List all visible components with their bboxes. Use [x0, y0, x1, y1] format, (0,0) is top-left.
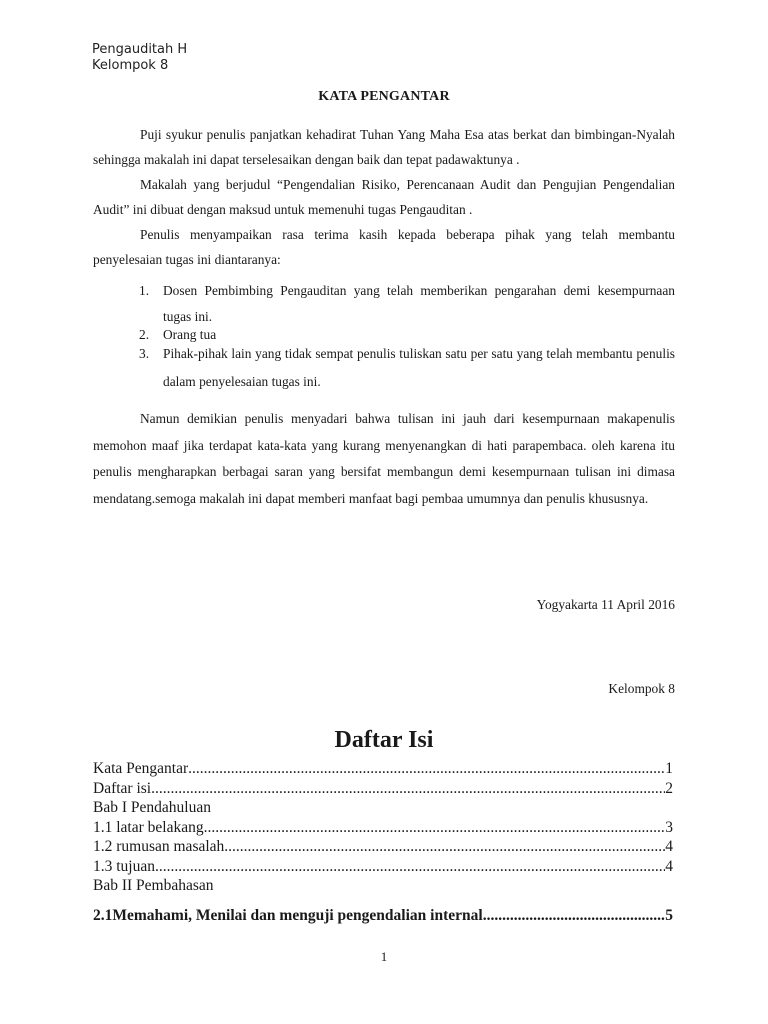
toc-leader	[155, 858, 665, 876]
page-title: KATA PENGANTAR	[318, 89, 450, 104]
list-item	[93, 278, 675, 330]
toc-label: 1.1 latar belakang	[93, 818, 204, 836]
place-date: Yogyakarta 11 April 2016	[536, 597, 675, 612]
toc-label: Kata Pengantar	[93, 760, 189, 777]
signature-group: Kelompok 8	[608, 681, 675, 696]
list-item	[93, 340, 675, 396]
toc-label: Bab II Pembahasan	[93, 877, 214, 894]
toc-page: 1	[665, 760, 673, 777]
toc-entry	[93, 877, 673, 897]
toc-label: Bab I Pendahuluan	[93, 799, 211, 816]
toc-entry	[93, 907, 673, 927]
toc-entry	[93, 780, 673, 800]
toc-entry	[93, 838, 673, 858]
foreword-body	[93, 122, 675, 512]
toc-leader	[483, 907, 666, 925]
toc-page: 3	[665, 818, 673, 836]
list-number: 2.	[139, 327, 150, 342]
list-text: Pihak-pihak lain yang tidak sempat penulis tuliskan satu per satu yang telah membantu penulis dalam penyelesaian tugas ini.	[163, 346, 675, 389]
paragraph-2: Makalah yang berjudul “Pengendalian Risiko, Perencanaan Audit dan Pengujian Pengendalian Audit” ini dibuat dengan maksud untuk memenuhi tugas Pengauditan .	[93, 177, 675, 217]
thanks-list	[93, 278, 675, 396]
toc-leader	[151, 780, 665, 798]
toc-leader	[204, 819, 666, 837]
paragraph-4: Namun demikian penulis menyadari bahwa tulisan ini jauh dari kesempurnaan makapenulis memohon maaf jika terdapat kata-kata yang kurang menyenangkan di hati parapembaca. oleh karena itu penulis mengharapkan berbagai saran yang bersifat membangun demi kesempurnaan tulisan ini dimasa mendatang.semoga makalah ini dapat memberi manfaat bagi pembaa umumnya dan penulis khususnya.	[93, 411, 675, 506]
toc-entry	[93, 760, 673, 780]
toc-label: 1.2 rumusan masalah	[93, 838, 225, 855]
toc-page: 5	[665, 906, 673, 924]
toc-leader	[224, 838, 665, 856]
document-header	[92, 42, 187, 74]
toc-leader	[188, 760, 665, 778]
toc-title: Daftar Isi	[334, 727, 434, 753]
page-number: 1	[380, 949, 388, 964]
list-number: 1.	[139, 283, 150, 298]
paragraph-1: Puji syukur penulis panjatkan kehadirat Tuhan Yang Maha Esa atas berkat dan bimbingan-Nyalah sehingga makalah ini dapat terselesaikan dengan baik dan tepat padawaktunya .	[93, 127, 675, 167]
header-line-1: Pengauditah H	[92, 42, 188, 57]
toc-page: 4	[665, 857, 673, 875]
list-text: Dosen Pembimbing Pengauditan yang telah memberikan pengarahan demi kesempurnaan tugas ini.	[163, 283, 675, 324]
toc-entry	[93, 858, 673, 878]
toc-entry	[93, 799, 673, 819]
list-number: 3.	[139, 346, 150, 361]
paragraph-3: Penulis menyampaikan rasa terima kasih kepada beberapa pihak yang telah membantu penyelesaian tugas ini diantaranya:	[93, 227, 675, 267]
toc-page: 4	[665, 838, 673, 855]
toc-page: 2	[665, 779, 673, 797]
toc-label: 2.1Memahami, Menilai dan menguji pengendalian internal	[93, 906, 483, 924]
table-of-contents	[93, 760, 673, 926]
toc-label: Daftar isi	[93, 779, 152, 797]
list-text: Orang tua	[163, 327, 217, 342]
toc-label: 1.3 tujuan	[93, 857, 155, 875]
toc-entry	[93, 819, 673, 839]
header-line-2: Kelompok 8	[92, 58, 169, 73]
